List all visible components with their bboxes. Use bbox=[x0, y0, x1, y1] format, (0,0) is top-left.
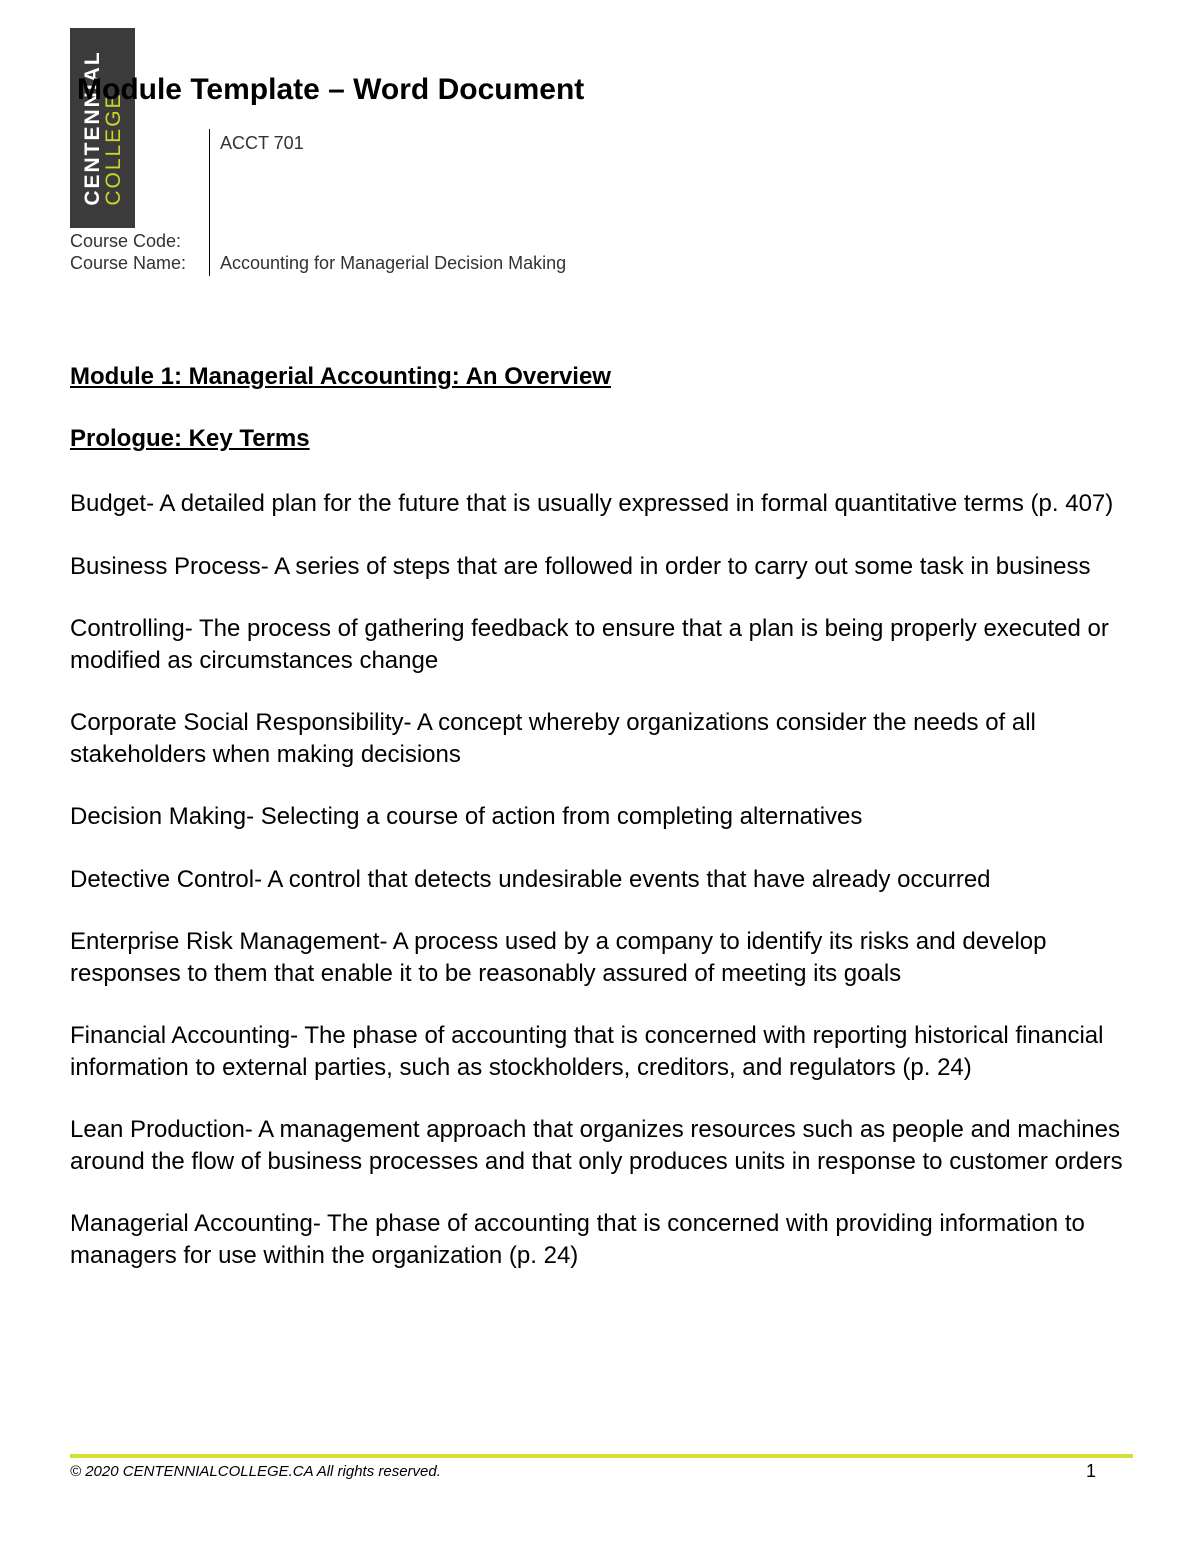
term-managerial-accounting: Managerial Accounting- The phase of accounting that is concerned with providing information to managers for use within the organization (p. 24) bbox=[70, 1210, 1085, 1269]
term-controlling: Controlling- The process of gathering feedback to ensure that a plan is being properly executed or modified as circumstances change bbox=[70, 615, 1109, 674]
term-decision-making: Decision Making- Selecting a course of action from completing alternatives bbox=[70, 803, 863, 830]
term-business-process: Business Process- A series of steps that are followed in order to carry out some task in business bbox=[70, 552, 1091, 580]
key-terms-list bbox=[70, 488, 1132, 1302]
logo-line-centennial: CENTENNIAL bbox=[80, 50, 104, 206]
header-divider bbox=[209, 129, 210, 276]
term-detective-control: Detective Control- A control that detects undesirable events that have already occurred bbox=[70, 865, 991, 893]
module-heading: Module 1: Managerial Accounting: An Overview bbox=[70, 363, 611, 390]
course-code-value: ACCT 701 bbox=[220, 133, 304, 153]
term-lean-production: Lean Production- A management approach that organizes resources such as people and machines around the flow of business processes and that only produces units in response to customer orders bbox=[70, 1116, 1123, 1175]
logo-line-college: COLLEGE bbox=[101, 92, 125, 206]
page-number: 1 bbox=[1086, 1461, 1097, 1481]
term-corporate-social-responsibility: Corporate Social Responsibility- A concept whereby organizations consider the needs of all stakeholders when making decisions bbox=[70, 709, 1036, 768]
course-name-label: Course Name: bbox=[70, 253, 187, 273]
prologue-heading: Prologue: Key Terms bbox=[70, 425, 310, 452]
term-financial-accounting: Financial Accounting- The phase of accounting that is concerned with reporting historical financial information to external parties, such as stockholders, creditors, and regulators (p. 24) bbox=[70, 1022, 1104, 1081]
footer-copyright: © 2020 CENTENNIALCOLLEGE.CA All rights reserved. bbox=[70, 1463, 441, 1480]
footer-rule bbox=[70, 1454, 1133, 1458]
term-budget: Budget- A detailed plan for the future that is usually expressed in formal quantitative terms (p. 407) bbox=[70, 490, 1114, 517]
course-name-value: Accounting for Managerial Decision Making bbox=[220, 253, 567, 273]
term-enterprise-risk-management: Enterprise Risk Management- A process used by a company to identify its risks and develop responses to them that enable it to be reasonably assured of meeting its goals bbox=[70, 928, 1047, 987]
centennial-college-logo bbox=[70, 28, 135, 228]
document-title: Module Template – Word Document bbox=[77, 73, 585, 106]
course-code-label: Course Code: bbox=[70, 231, 182, 251]
